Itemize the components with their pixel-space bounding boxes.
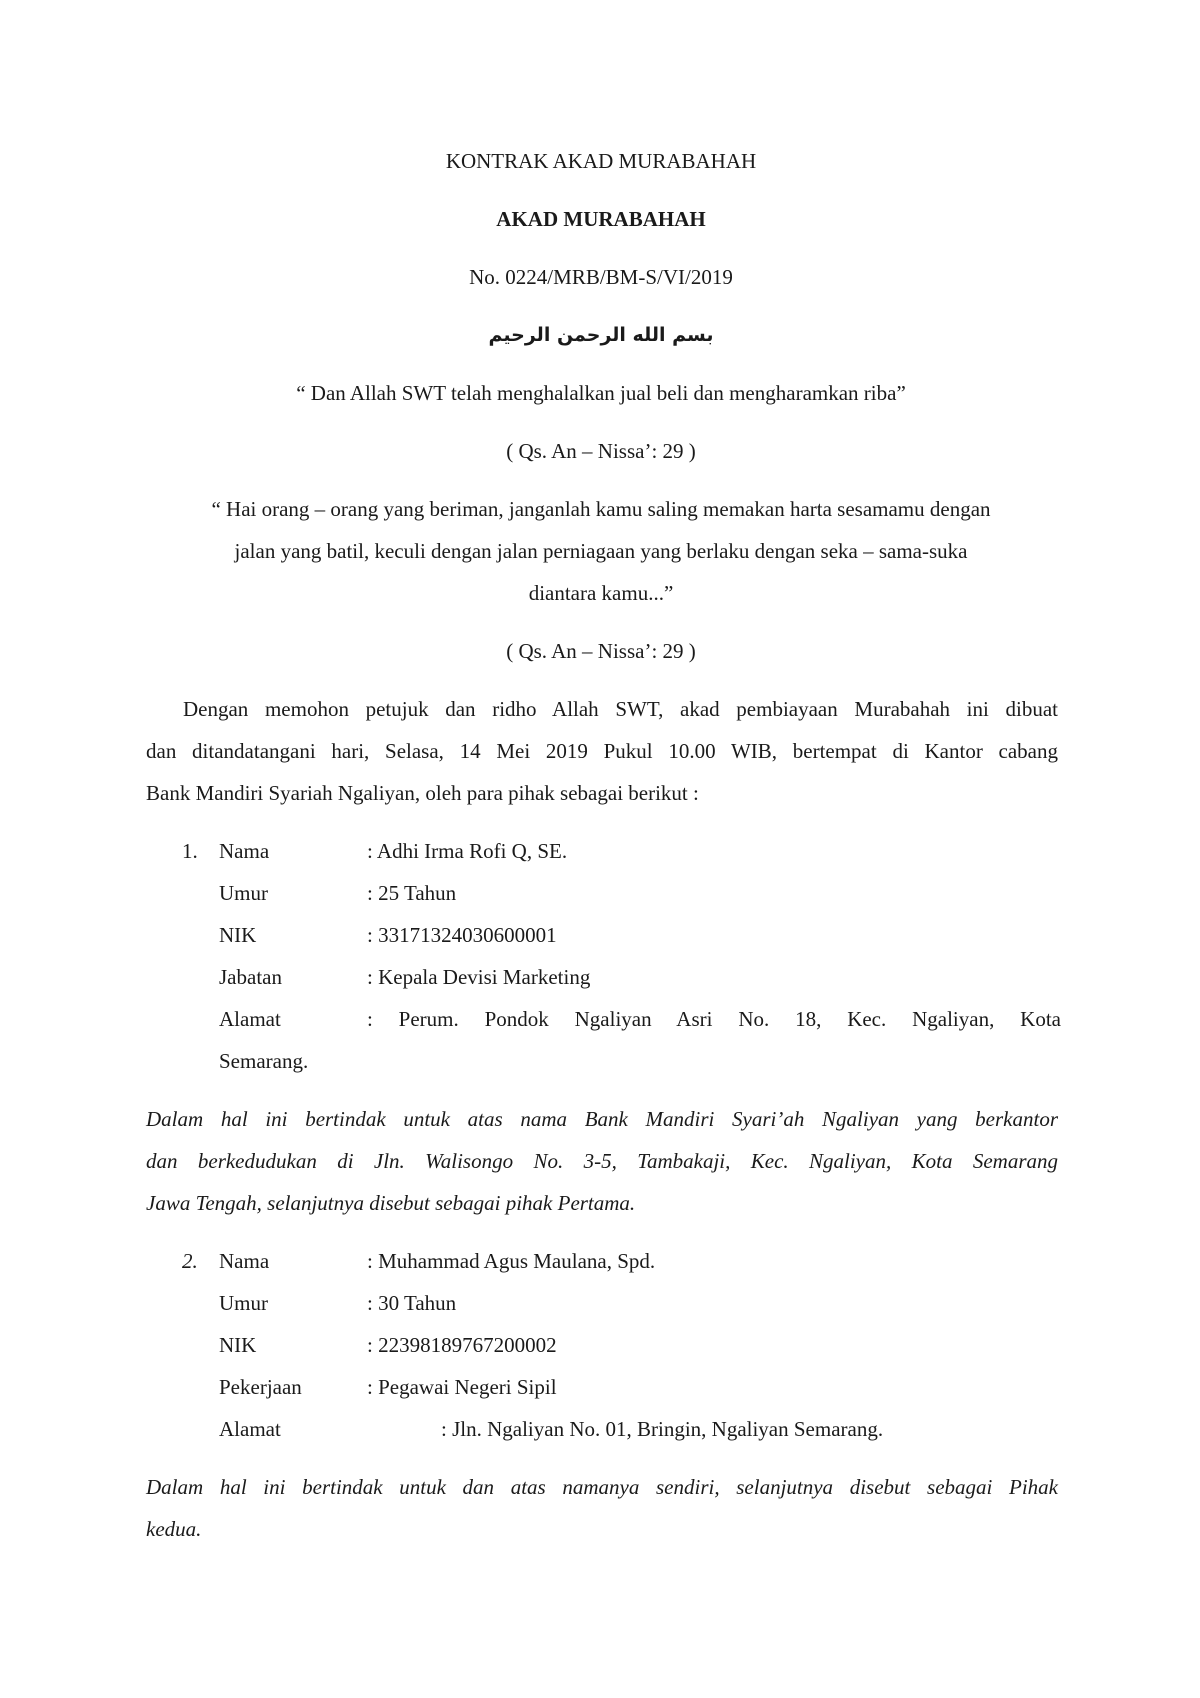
party-2-number: 2. [182,1249,198,1273]
document-title: KONTRAK AKAD MURABAHAH [445,149,757,173]
quote-2-reference: ( Qs. An – Nissa’: 29 ) [506,639,696,663]
document-subtitle: AKAD MURABAHAH [496,207,706,231]
party-1-label-nama: Nama [219,839,270,863]
party-1-value-alamat: : Perum. Pondok Ngaliyan Asri No. 18, Kec. Ngaliyan, Kota [367,1007,1061,1031]
intro-line-3: Bank Mandiri Syariah Ngaliyan, oleh para pihak sebagai berikut : [146,781,699,805]
party-2-statement-line-1: Dalam hal ini bertindak untuk dan atas namanya sendiri, selanjutnya disebut sebagai Pihak [146,1475,1058,1499]
party-1-statement-line-3: Jawa Tengah, selanjutnya disebut sebagai pihak Pertama. [146,1191,636,1215]
quote-1: “ Dan Allah SWT telah menghalalkan jual beli dan mengharamkan riba” [296,381,906,405]
party-1-number: 1. [182,839,198,863]
party-1-value-nama: : Adhi Irma Rofi Q, SE. [367,839,568,863]
party-2-value-nama: : Muhammad Agus Maulana, Spd. [367,1249,656,1273]
party-1-label-nik: NIK [219,923,257,947]
party-1-value-umur: : 25 Tahun [367,881,457,905]
party-2-label-alamat: Alamat [219,1417,281,1441]
quote-1-reference: ( Qs. An – Nissa’: 29 ) [506,439,696,463]
party-1-statement-line-2: dan berkedudukan di Jln. Walisongo No. 3-5, Tambakaji, Kec. Ngaliyan, Kota Semarang [146,1149,1058,1173]
party-2-label-umur: Umur [219,1291,268,1315]
party-1-statement-line-1: Dalam hal ini bertindak untuk atas nama Bank Mandiri Syari’ah Ngaliyan yang berkantor [146,1107,1058,1131]
quote-2-line-2: jalan yang batil, keculi dengan jalan perniagaan yang berlaku dengan seka – sama-suka [234,539,968,563]
party-2-label-pekerjaan: Pekerjaan [219,1375,302,1399]
basmalah: بسم الله الرحمن الرحيم [488,324,714,346]
party-2-value-alamat: : Jln. Ngaliyan No. 01, Bringin, Ngaliyan Semarang. [441,1417,884,1441]
party-2-value-umur: : 30 Tahun [367,1291,457,1315]
quote-2-line-1: “ Hai orang – orang yang beriman, janganlah kamu saling memakan harta sesamamu dengan [211,497,991,521]
party-1-label-jabatan: Jabatan [219,965,282,989]
contract-number: No. 0224/MRB/BM-S/VI/2019 [469,265,733,289]
intro-line-2: dan ditandatangani hari, Selasa, 14 Mei 2019 Pukul 10.00 WIB, bertempat di Kantor cabang [146,739,1058,763]
party-2-value-nik: : 22398189767200002 [367,1333,557,1357]
intro-line-1: Dengan memohon petujuk dan ridho Allah SWT, akad pembiayaan Murabahah ini dibuat [183,697,1058,721]
party-1-label-alamat: Alamat [219,1007,281,1031]
quote-2-line-3: diantara kamu...” [528,581,674,605]
party-2-label-nik: NIK [219,1333,257,1357]
party-2-statement-line-2: kedua. [146,1517,202,1541]
party-2-label-nama: Nama [219,1249,270,1273]
party-1-address-continued: Semarang. [219,1049,309,1073]
party-1-label-umur: Umur [219,881,268,905]
party-1-value-nik: : 33171324030600001 [367,923,557,947]
party-2-value-pekerjaan: : Pegawai Negeri Sipil [367,1375,557,1399]
party-1-value-jabatan: : Kepala Devisi Marketing [367,965,591,989]
